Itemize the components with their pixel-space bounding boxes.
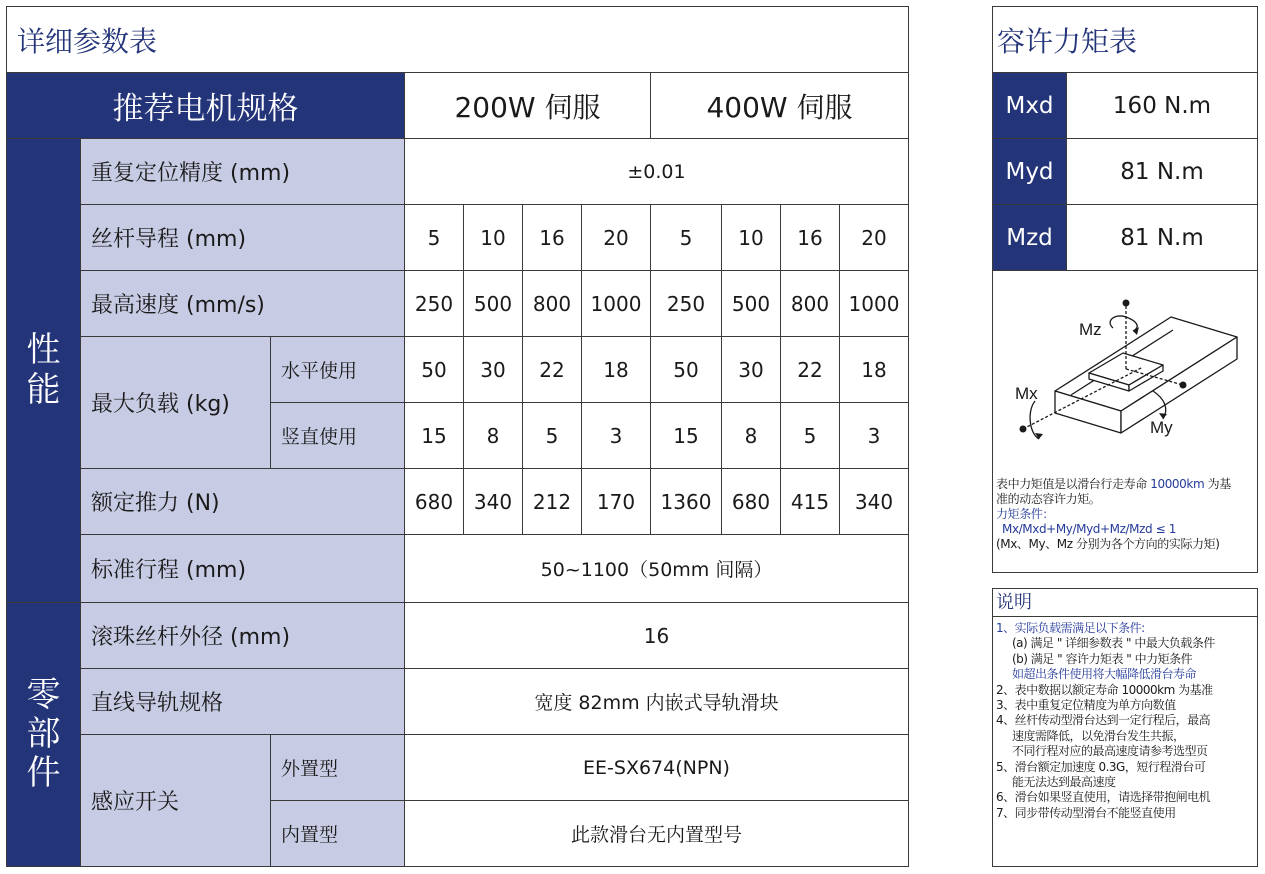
- repeat-value: ±0.01: [405, 139, 908, 205]
- table-cell: 50: [651, 337, 722, 403]
- table-cell: 340: [840, 469, 908, 535]
- table-cell: 15: [651, 403, 722, 469]
- table-cell: 16: [523, 205, 582, 271]
- moment-key-mzd: Mzd: [993, 205, 1067, 271]
- table-cell: 20: [582, 205, 651, 271]
- note-item: 能无法达到最高速度: [1012, 775, 1116, 790]
- table-cell: 15: [405, 403, 464, 469]
- notes-list: [996, 621, 1256, 821]
- table-cell: 1000: [582, 271, 651, 337]
- params-table: [6, 6, 909, 867]
- section-performance: [7, 139, 81, 603]
- header-200w: 200W 伺服: [405, 73, 651, 139]
- note-item: 5、滑台额定加速度 0.3G，短行程滑台可: [996, 759, 1206, 774]
- note-item: 6、滑台如果竖直使用，请选择带抱闸电机: [996, 790, 1211, 805]
- table-cell: 800: [523, 271, 582, 337]
- note-item: (a) 满足 " 详细参数表 " 中最大负载条件: [1012, 636, 1215, 651]
- table-cell: 800: [781, 271, 840, 337]
- table-cell: 680: [722, 469, 781, 535]
- note-item: 7、同步带传动型滑台不能竖直使用: [996, 805, 1176, 820]
- notes-box: [992, 588, 1258, 867]
- stroke-value: 50~1100（50mm 间隔）: [405, 535, 908, 603]
- table-cell: 415: [781, 469, 840, 535]
- table-cell: 250: [405, 271, 464, 337]
- table-cell: 10: [722, 205, 781, 271]
- table-cell: 20: [840, 205, 908, 271]
- table-cell: 5: [523, 403, 582, 469]
- params-title: 详细参数表: [7, 7, 908, 73]
- row-label-speed: 最高速度 (mm/s): [81, 271, 405, 337]
- row-label-thrust: 额定推力 (N): [81, 469, 405, 535]
- table-cell: 8: [722, 403, 781, 469]
- section-char: 件: [26, 753, 61, 794]
- sensor-internal-label: 内置型: [271, 801, 405, 866]
- table-cell: 8: [464, 403, 523, 469]
- table-cell: 18: [840, 337, 908, 403]
- note-line: 表中力矩值是以滑台行走寿命 10000km 为基: [996, 477, 1231, 491]
- moment-key-myd: Myd: [993, 139, 1067, 205]
- table-cell: 5: [781, 403, 840, 469]
- row-label-sensor: 感应开关: [81, 735, 271, 866]
- moment-value-mzd: 81 N.m: [1067, 205, 1257, 271]
- table-cell: 10: [464, 205, 523, 271]
- table-cell: 250: [651, 271, 722, 337]
- section-char: 部: [26, 713, 61, 754]
- table-cell: 22: [781, 337, 840, 403]
- sensor-external-value: EE-SX674(NPN): [405, 735, 908, 801]
- row-label-lead: 丝杆导程 (mm): [81, 205, 405, 271]
- section-parts: [7, 603, 81, 866]
- row-label-repeat: 重复定位精度 (mm): [81, 139, 405, 205]
- table-cell: 1000: [840, 271, 908, 337]
- row-label-screw-dia: 滚珠丝杆外径 (mm): [81, 603, 405, 669]
- note-item: 不同行程对应的最高速度请参考选型页: [1012, 744, 1208, 759]
- section-char: 性: [26, 330, 61, 371]
- note-item: (b) 满足 " 容许力矩表 " 中力矩条件: [1012, 651, 1193, 666]
- note-item: 4、丝杆传动型滑台达到一定行程后，最高: [996, 713, 1211, 728]
- table-cell: 500: [722, 271, 781, 337]
- moment-table: [992, 6, 1258, 573]
- row-label-load: 最大负载 (kg): [81, 337, 271, 469]
- note-item: 1、实际负载需满足以下条件:: [996, 621, 1145, 635]
- load-vertical-label: 竖直使用: [271, 403, 405, 469]
- table-cell: 3: [840, 403, 908, 469]
- table-cell: 30: [464, 337, 523, 403]
- note-condition-label: 力矩条件：: [996, 507, 1055, 521]
- moment-value-mxd: 160 N.m: [1067, 73, 1257, 139]
- row-label-rail: 直线导轨规格: [81, 669, 405, 735]
- sensor-internal-value: 此款滑台无内置型号: [570, 824, 742, 846]
- diagram-label-mx: Mx: [1015, 384, 1038, 403]
- diagram-label-my: My: [1150, 418, 1173, 437]
- moment-note: [996, 477, 1256, 552]
- sensor-external-label: 外置型: [271, 735, 405, 801]
- diagram-label-mz: Mz: [1079, 320, 1102, 339]
- moment-title: 容许力矩表: [993, 7, 1257, 73]
- table-cell: 500: [464, 271, 523, 337]
- table-cell: 5: [405, 205, 464, 271]
- table-cell: 3: [582, 403, 651, 469]
- screw-dia-value: 16: [405, 603, 908, 669]
- table-cell: 30: [722, 337, 781, 403]
- rail-value: 宽度 82mm 内嵌式导轨滑块: [405, 669, 908, 735]
- notes-title: 说明: [993, 589, 1257, 617]
- note-item: 如超出条件使用将大幅降低滑台寿命: [1012, 667, 1197, 682]
- load-horizontal-label: 水平使用: [271, 337, 405, 403]
- note-line: 准的动态容许力矩。: [996, 492, 1101, 506]
- table-cell: 170: [582, 469, 651, 535]
- section-char: 零: [26, 674, 61, 715]
- table-cell: 340: [464, 469, 523, 535]
- table-cell: 50: [405, 337, 464, 403]
- note-item: 速度需降低，以免滑台发生共振，: [1012, 728, 1185, 743]
- moment-diagram: [993, 273, 1257, 473]
- table-cell: 212: [523, 469, 582, 535]
- motor-spec-header: 推荐电机规格: [7, 73, 405, 139]
- table-cell: 680: [405, 469, 464, 535]
- table-cell: 22: [523, 337, 582, 403]
- note-item: 3、表中重复定位精度为单方向数值: [996, 698, 1176, 713]
- note-formula: Mx/Mxd+My/Myd+Mz/Mzd ≤ 1: [1002, 522, 1176, 536]
- table-cell: 5: [651, 205, 722, 271]
- header-400w: 400W 伺服: [651, 73, 908, 139]
- moment-value-myd: 81 N.m: [1067, 139, 1257, 205]
- moment-key-mxd: Mxd: [993, 73, 1067, 139]
- table-cell: 1360: [651, 469, 722, 535]
- note-item: 2、表中数据以额定寿命 10000km 为基准: [996, 682, 1213, 697]
- note-explain: (Mx、My、Mz 分别为各个方向的实际力矩): [996, 537, 1220, 551]
- table-cell: 16: [781, 205, 840, 271]
- section-char: 能: [26, 369, 61, 410]
- table-cell: 18: [582, 337, 651, 403]
- row-label-stroke: 标准行程 (mm): [81, 535, 405, 603]
